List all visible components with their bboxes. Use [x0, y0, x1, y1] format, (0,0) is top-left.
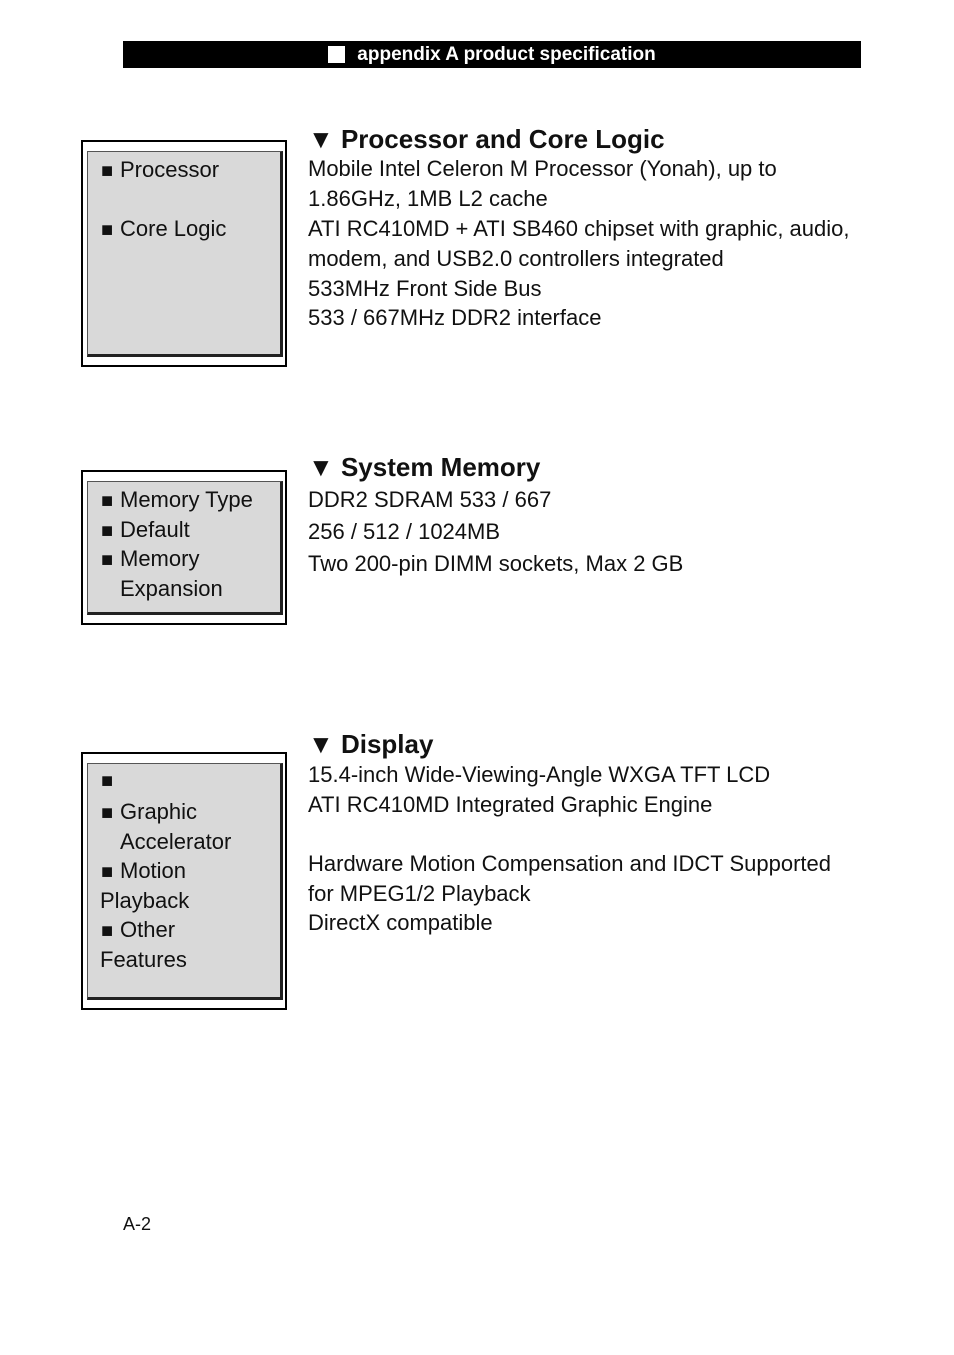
sidebar-item-label: Core Logic [120, 216, 227, 241]
sidebar-item-default [101, 515, 190, 546]
spec-line: 533 / 667MHz DDR2 interface [308, 305, 602, 330]
bullet-icon: ■ [101, 770, 114, 792]
bullet-icon: ■ [101, 861, 114, 883]
section-title-memory: ▼ System Memory [308, 452, 541, 482]
sidebar-item-memory-type [101, 485, 253, 516]
sidebar-item-label: Graphic [120, 799, 198, 824]
bullet-icon: ■ [101, 802, 114, 824]
sidebar-item-label: Memory [120, 546, 200, 571]
section-title-processor: ▼ Processor and Core Logic [308, 124, 665, 154]
bullet-icon: ■ [101, 920, 114, 942]
spec-line: 15.4-inch Wide-Viewing-Angle WXGA TFT LCD [308, 762, 771, 787]
bullet-icon: ■ [101, 490, 114, 512]
spec-line: ATI RC410MD Integrated Graphic Engine [308, 792, 713, 817]
sidebar-item-label-continued: Playback [100, 888, 190, 913]
bullet-icon: ■ [101, 160, 114, 182]
sidebar-item-label: Default [120, 517, 190, 542]
spec-line: 1.86GHz, 1MB L2 cache [308, 186, 548, 211]
spec-line: modem, and USB2.0 controllers integrated [308, 246, 724, 271]
sidebar-item-processor [101, 155, 219, 186]
bullet-icon: ■ [101, 549, 114, 571]
spec-line: 533MHz Front Side Bus [308, 276, 542, 301]
spec-line: Hardware Motion Compensation and IDCT Supported [308, 851, 831, 876]
section-title-display: ▼ Display [308, 729, 434, 759]
sidebar-item-other-features [101, 915, 175, 946]
sidebar-item-empty [101, 765, 120, 796]
sidebar-item-label-continued: Expansion [120, 576, 223, 601]
sidebar-item-graphic-accelerator [101, 797, 197, 828]
bullet-icon: ■ [101, 219, 114, 241]
sidebar-item-label: Motion [120, 858, 187, 883]
spec-line: for MPEG1/2 Playback [308, 881, 531, 906]
sidebar-item-motion-playback [101, 856, 186, 887]
page-header [123, 41, 861, 68]
bullet-icon: ■ [101, 520, 114, 542]
sidebar-item-label: Other [120, 917, 176, 942]
page-number: A-2 [123, 1214, 152, 1234]
sidebar-item-label: Processor [120, 157, 220, 182]
spec-line: DirectX compatible [308, 910, 493, 935]
sidebar-item-label-continued: Accelerator [120, 829, 232, 854]
spec-line: DDR2 SDRAM 533 / 667 [308, 487, 552, 512]
sidebar-item-label: Memory Type [120, 487, 253, 512]
header-title: appendix A product specification [357, 43, 656, 65]
sidebar-item-memory-expansion [101, 544, 199, 575]
spec-line: 256 / 512 / 1024MB [308, 519, 501, 544]
spec-line: Mobile Intel Celeron M Processor (Yonah), up to [308, 156, 777, 181]
square-icon [328, 46, 345, 63]
sidebar-item-core-logic [101, 214, 226, 245]
spec-line: Two 200-pin DIMM sockets, Max 2 GB [308, 551, 684, 576]
sidebar-item-label-continued: Features [100, 947, 187, 972]
spec-line: ATI RC410MD + ATI SB460 chipset with graphic, audio, [308, 216, 850, 241]
